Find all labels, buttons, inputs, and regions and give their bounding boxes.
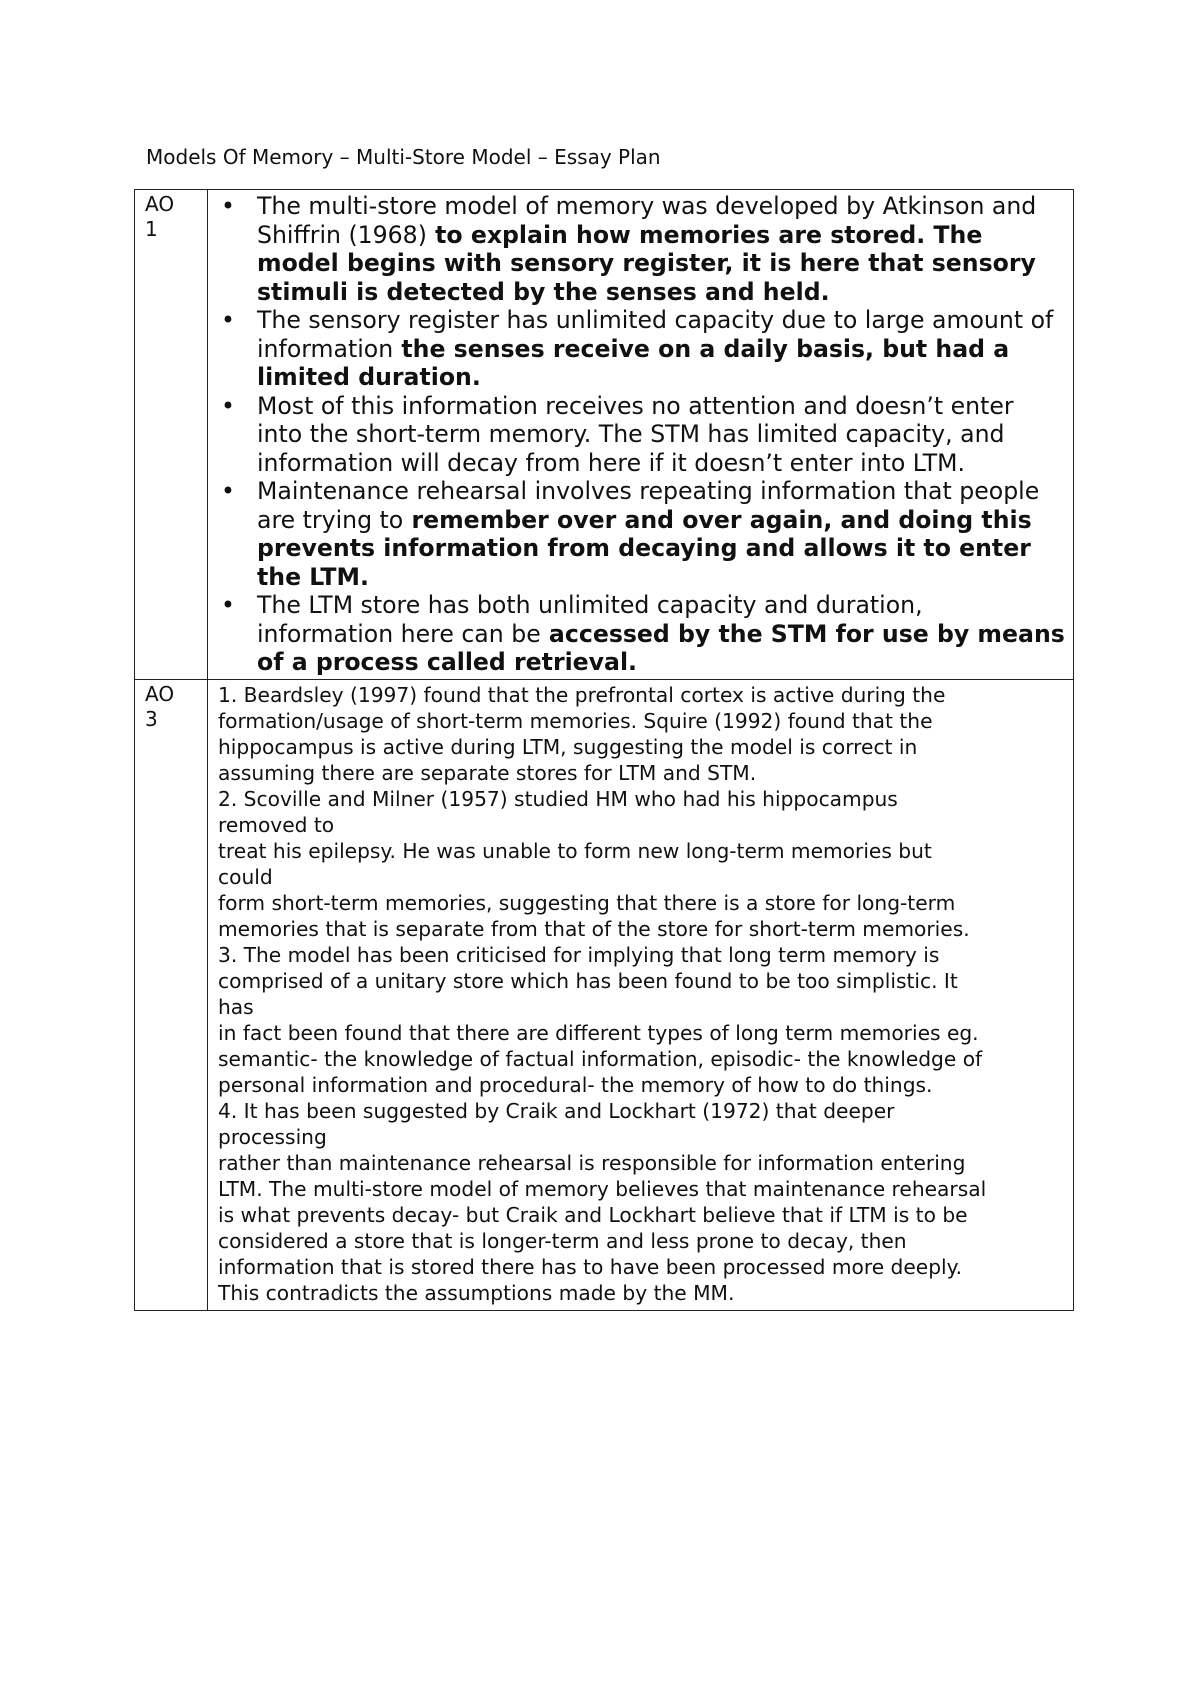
bullet-icon: • (221, 306, 235, 334)
ao1-label (135, 190, 208, 680)
ao3-text-line: LTM. The multi-store model of memory believes that maintenance rehearsal (218, 1176, 987, 1201)
ao3-label-line2: 3 (145, 706, 158, 731)
ao3-label (135, 679, 208, 1310)
ao3-text-line: has (218, 994, 254, 1019)
ao3-text-line: is what prevents decay- but Craik and Lockhart believe that if LTM is to be (218, 1202, 968, 1227)
ao1-bullet-text: The multi-store model of memory was developed by Atkinson and Shiffrin (1968) (257, 192, 1037, 249)
ao1-bullet-item (208, 477, 1065, 591)
ao3-text-line: memories that is separate from that of the store for short-term memories. (218, 916, 970, 941)
ao3-text-line: could (218, 864, 273, 889)
ao1-label-line2: 1 (145, 217, 158, 241)
ao1-bullet-bold-text: the senses receive on a daily basis, but had a limited duration. (257, 334, 1010, 391)
ao1-bullet-bold-text: remember over and over again, and doing this prevents information from decaying and allows it to enter the LTM. (257, 505, 1032, 591)
ao3-text-line: hippocampus is active during LTM, suggesting the model is correct in (218, 734, 918, 759)
ao3-text-line: 2. Scoville and Milner (1957) studied HM who had his hippocampus (218, 786, 898, 811)
ao3-text-line: form short-term memories, suggesting that there is a store for long-term (218, 890, 956, 915)
ao1-bullet-item (208, 392, 1065, 478)
ao3-text-line: assuming there are separate stores for LTM and STM. (218, 760, 757, 785)
ao3-text-line: 3. The model has been criticised for implying that long term memory is (218, 942, 940, 967)
ao1-row (135, 190, 1074, 680)
ao3-text-line: comprised of a unitary store which has been found to be too simplistic. It (218, 968, 958, 993)
ao1-label-line1: AO (145, 192, 175, 216)
ao1-bullet-text: Most of this information receives no attention and doesn’t enter into the short-term memory. The STM has limited capacity, and information will decay from here if it doesn’t enter into LTM. (257, 391, 1014, 477)
bullet-icon: • (221, 192, 235, 220)
ao3-text-line: 4. It has been suggested by Craik and Lockhart (1972) that deeper (218, 1098, 895, 1123)
document-title: Models Of Memory – Multi-Store Model – Essay Plan (146, 145, 661, 169)
bullet-icon: • (221, 391, 235, 420)
ao3-text-line: This contradicts the assumptions made by the MM. (218, 1280, 735, 1305)
ao3-row (135, 679, 1074, 1310)
ao3-text-line: processing (218, 1124, 327, 1149)
ao3-label-line1: AO (145, 681, 175, 706)
ao3-text-line: considered a store that is longer-term and less prone to decay, then (218, 1228, 907, 1253)
ao3-text-line: in fact been found that there are different types of long term memories eg. (218, 1020, 979, 1045)
ao1-bullet-item (208, 306, 1065, 392)
ao1-content (208, 190, 1074, 680)
ao3-content (208, 679, 1074, 1310)
ao3-text-line: removed to (218, 812, 335, 837)
bullet-icon: • (221, 477, 235, 505)
ao1-bullet-text: The sensory register has unlimited capacity due to large amount of information (257, 306, 1054, 363)
ao1-bullet-item (208, 192, 1065, 306)
ao3-text-line: treat his epilepsy. He was unable to form new long-term memories but (218, 838, 932, 863)
ao3-text-line: 1. Beardsley (1997) found that the prefrontal cortex is active during the (218, 682, 946, 707)
ao3-text-line: rather than maintenance rehearsal is responsible for information entering (218, 1150, 966, 1175)
ao1-bullet-bold-text: to explain how memories are stored. The model begins with sensory register, it is here that sensory stimuli is detected by the senses and held. (257, 220, 1036, 306)
ao3-text-line: formation/usage of short-term memories. Squire (1992) found that the (218, 708, 933, 733)
bullet-icon: • (221, 591, 235, 619)
ao3-text-line: semantic- the knowledge of factual information, episodic- the knowledge of (218, 1046, 983, 1071)
ao1-bullet-list (208, 192, 1065, 677)
ao1-bullet-item (208, 591, 1065, 677)
ao1-bullet-bold-text: accessed by the STM for use by means of a process called retrieval. (257, 619, 1065, 676)
ao3-text-line: personal information and procedural- the memory of how to do things. (218, 1072, 933, 1097)
ao3-text-line: information that is stored there has to have been processed more deeply. (218, 1254, 963, 1279)
ao1-bullet-text: Maintenance rehearsal involves repeating information that people are trying to (257, 477, 1040, 534)
essay-plan-table (134, 189, 1074, 1311)
ao1-bullet-text: The LTM store has both unlimited capacity and duration, information here can be (257, 591, 923, 648)
